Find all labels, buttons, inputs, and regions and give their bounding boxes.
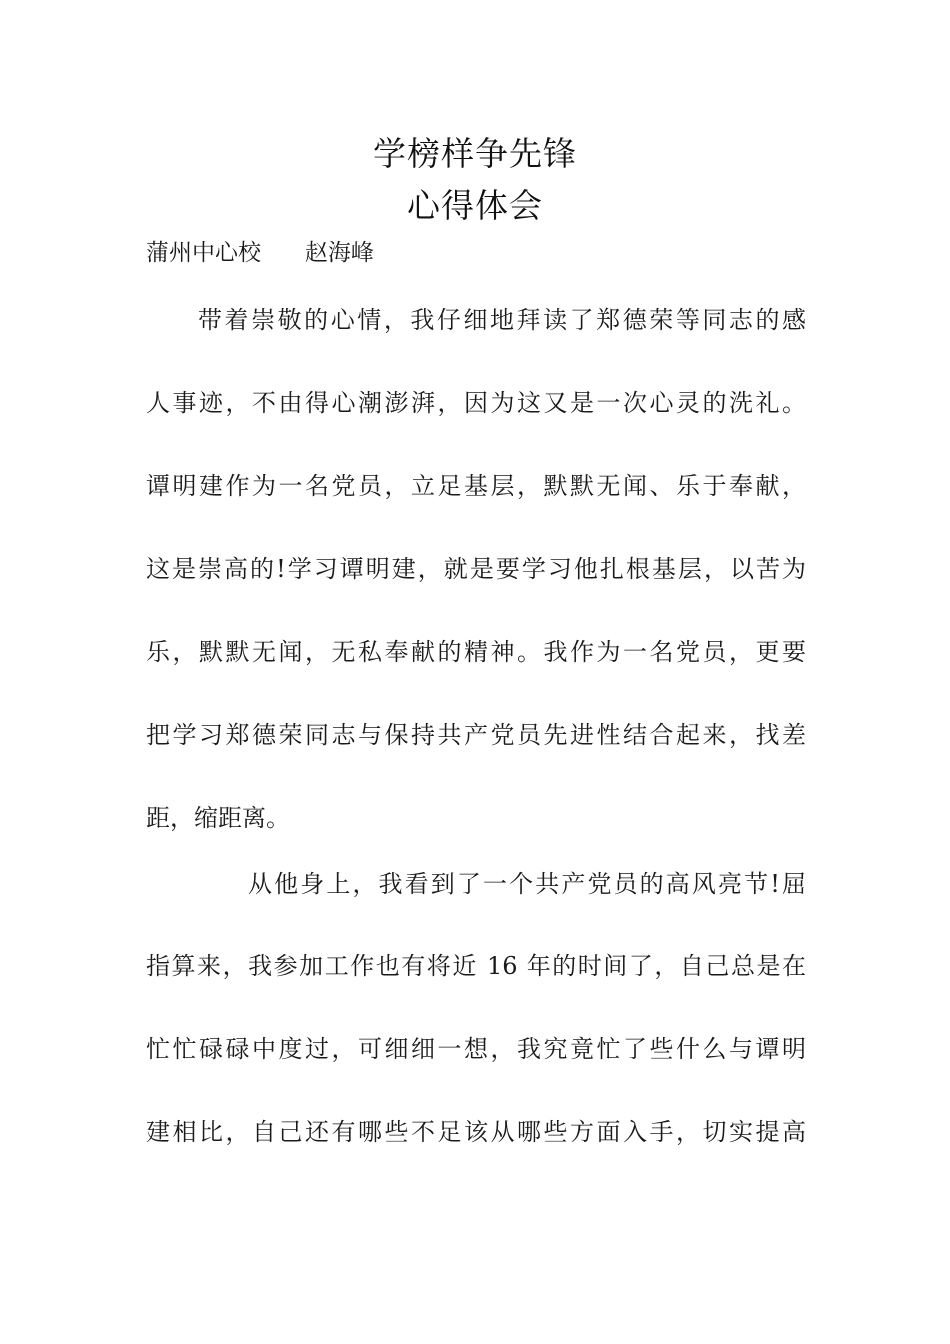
paragraph-line: 人事迹，不由得心潮澎湃，因为这又是一次心灵的洗礼。 <box>146 389 806 417</box>
paragraph-line: 这是崇高的!学习谭明建，就是要学习他扎根基层，以苦为 <box>146 555 806 583</box>
author-line: 蒲州中心校 赵海峰 <box>146 240 374 266</box>
paragraph-line: 带着崇敬的心情，我仔细地拜读了郑德荣等同志的感 <box>198 306 806 334</box>
paragraph-line: 谭明建作为一名党员，立足基层，默默无闻、乐于奉献， <box>146 472 806 500</box>
paragraph-line: 把学习郑德荣同志与保持共产党员先进性结合起来，找差 <box>146 721 806 749</box>
paragraph-line: 乐，默默无闻，无私奉献的精神。我作为一名党员，更要 <box>146 638 806 666</box>
paragraph-line: 从他身上，我看到了一个共产党员的高风亮节!屈 <box>248 870 806 898</box>
title-line-1: 学榜样争先锋 <box>373 134 577 173</box>
paragraph-line: 忙忙碌碌中度过，可细细一想，我究竟忙了些什么与谭明 <box>146 1035 806 1063</box>
paragraph-line: 建相比，自己还有哪些不足该从哪些方面入手，切实提高 <box>146 1118 806 1146</box>
paragraph-line: 指算来，我参加工作也有将近 16 年的时间了，自己总是在 <box>146 952 806 980</box>
title-line-2: 心得体会 <box>407 186 543 225</box>
paragraph-line: 距，缩距离。 <box>146 804 290 832</box>
